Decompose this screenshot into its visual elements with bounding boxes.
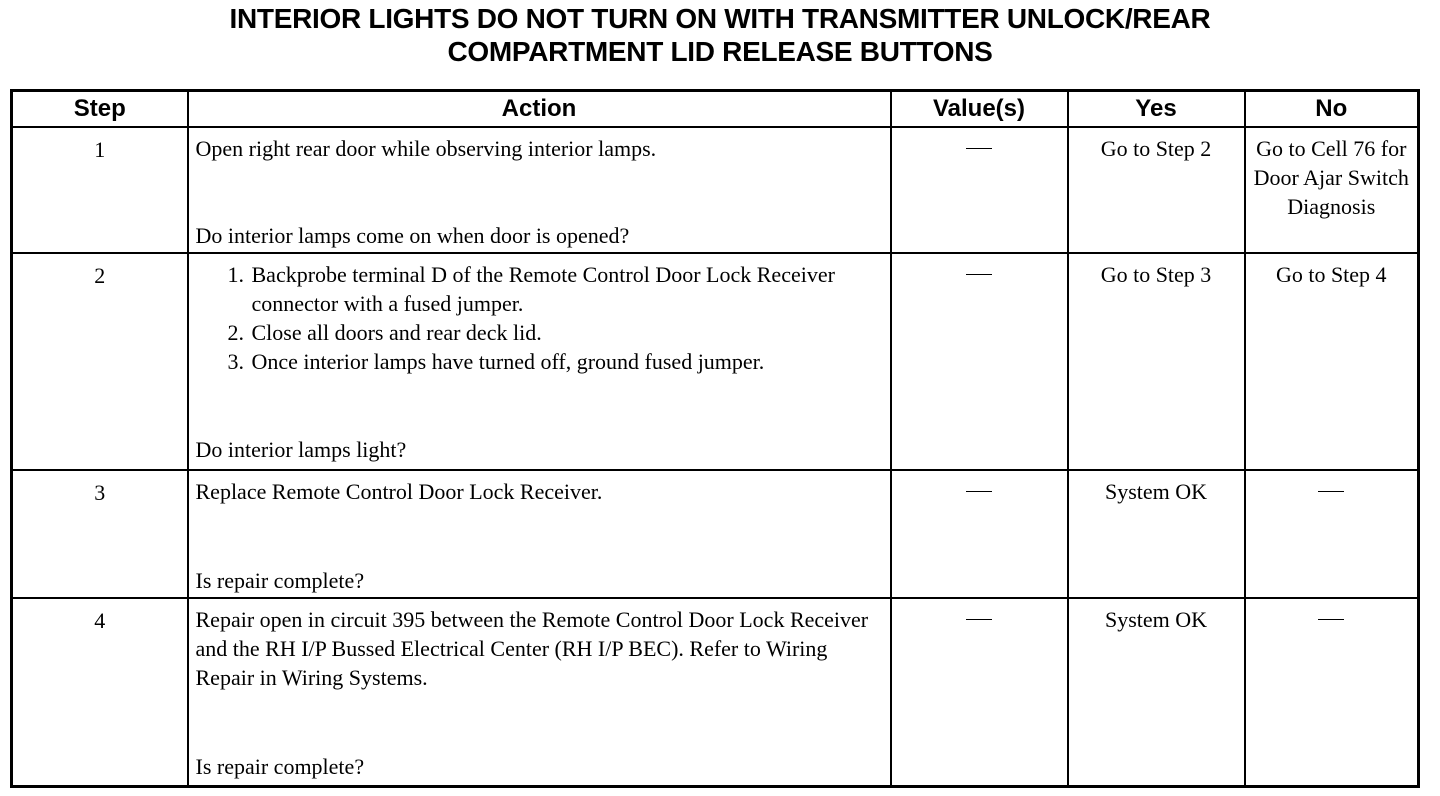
yes-cell: System OK [1068, 598, 1245, 786]
diagnostic-table [10, 89, 1420, 788]
header-values: Value(s) [891, 91, 1068, 128]
page-title [0, 2, 1440, 68]
yes-cell: System OK [1068, 470, 1245, 599]
yes-cell: Go to Step 2 [1068, 127, 1245, 253]
dash-mark [966, 491, 992, 492]
value-cell [891, 470, 1068, 599]
no-cell: Go to Cell 76 for Door Ajar Switch Diagnosis [1245, 127, 1419, 253]
dash-mark [966, 148, 992, 149]
dash-mark [1318, 619, 1344, 620]
action-cell [188, 470, 891, 599]
action-text: Repair open in circuit 395 between the Remote Control Door Lock Receiver and the RH I/P Bussed Electrical Center (RH I/P BEC). Refer to Wiring Repair in Wiring Systems. [195, 607, 869, 691]
value-cell [891, 127, 1068, 253]
action-text: Replace Remote Control Door Lock Receiver. [195, 478, 603, 504]
step-number: 1 [12, 127, 188, 253]
action-step: 2. Close all doors and rear deck lid. [250, 318, 882, 347]
dash-mark [966, 274, 992, 275]
step-number: 2 [12, 253, 188, 469]
table-row [12, 127, 1419, 253]
action-step: 3. Once interior lamps have turned off, ground fused jumper. [250, 347, 882, 376]
no-cell [1245, 470, 1419, 599]
table-row [12, 253, 1419, 469]
action-question: Is repair complete? [195, 754, 365, 780]
action-cell [188, 253, 891, 469]
action-step: 1. Backprobe terminal D of the Remote Control Door Lock Receiver connector with a fused jumper. [250, 260, 882, 318]
action-question: Do interior lamps light? [195, 437, 407, 463]
step-number: 3 [12, 470, 188, 599]
yes-cell: Go to Step 3 [1068, 253, 1245, 469]
header-action: Action [188, 91, 891, 128]
action-question: Do interior lamps come on when door is opened? [195, 223, 630, 248]
dash-mark [1318, 491, 1344, 492]
action-cell [188, 127, 891, 253]
title-line-2: COMPARTMENT LID RELEASE BUTTONS [447, 36, 993, 67]
value-cell [891, 598, 1068, 786]
action-question: Is repair complete? [195, 567, 365, 593]
step-number: 4 [12, 598, 188, 786]
action-step-list [196, 260, 882, 376]
header-step: Step [12, 91, 188, 128]
title-line-1: INTERIOR LIGHTS DO NOT TURN ON WITH TRANSMITTER UNLOCK/REAR [229, 3, 1211, 34]
table-row [12, 598, 1419, 786]
dash-mark [966, 619, 992, 620]
action-text: Open right rear door while observing interior lamps. [195, 136, 657, 161]
header-yes: Yes [1068, 91, 1245, 128]
header-no: No [1245, 91, 1419, 128]
no-cell [1245, 598, 1419, 786]
table-header-row [12, 91, 1419, 128]
value-cell [891, 253, 1068, 469]
action-cell [188, 598, 891, 786]
no-cell: Go to Step 4 [1245, 253, 1419, 469]
table-row [12, 470, 1419, 599]
